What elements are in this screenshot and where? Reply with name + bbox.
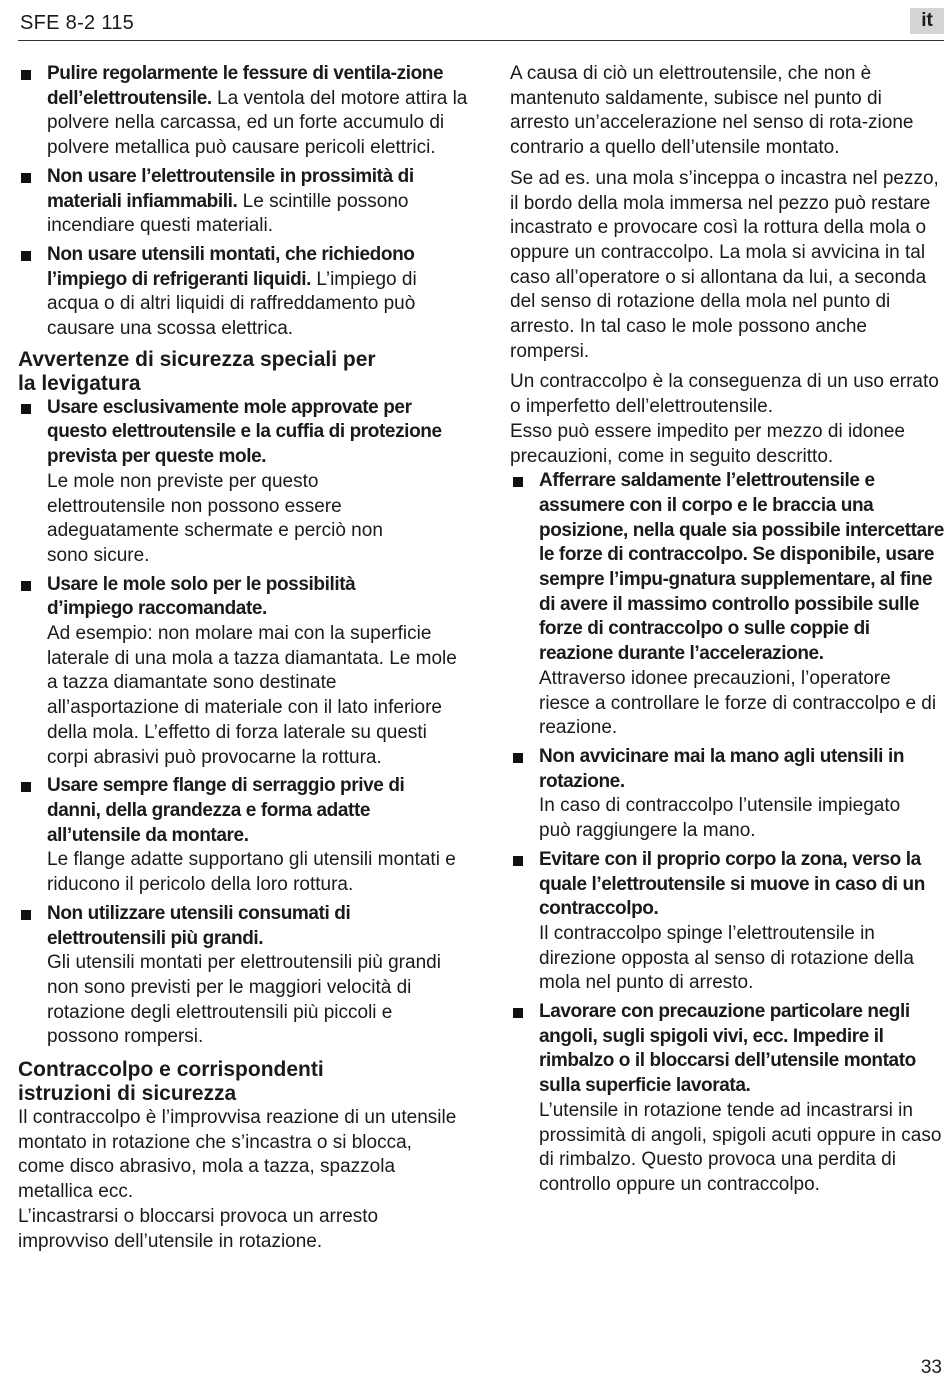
list-item <box>18 62 477 161</box>
square-bullet-icon <box>21 173 31 183</box>
paragraph: Esso può essere impedito per mezzo di idonee precauzioni, come in seguito descritto. <box>510 420 906 467</box>
paragraph: Se ad es. una mola s’inceppa o incastra nel pezzo, il bordo della mola immersa nel pezzo può restare incastrato e provocare così la rottura della mola o oppure un contraccolpo. La mola si avvicina in tal caso all’operatore o si allontana da lui, a seconda del senso di rotazione della mola nel punto di arresto. In tal caso le mole possono anche rompersi. <box>510 167 939 362</box>
item-bold-text: Non usare l’elettroutensile in prossimità di materiali infiammabili. <box>47 165 414 212</box>
list-item <box>510 848 946 996</box>
section-heading: Contraccolpo e corrispondenti istruzioni di sicurezza <box>18 1058 324 1106</box>
paragraph: Il contraccolpo è l’improvvisa reazione di un utensile montato in rotazione che s’incastra o si blocca, come disco abrasivo, mola a tazza, spazzola metallica ecc. <box>18 1107 457 1203</box>
item-text: Le flange adatte supportano gli utensili montati e riducono il pericolo della loro rottura. <box>47 849 456 896</box>
model-name: SFE 8-2 115 <box>20 12 135 34</box>
item-bold-text: Usare esclusivamente mole approvate per questo elettroutensile e la cuffia di protezione prevista per queste mole. <box>47 396 442 468</box>
list-item <box>510 745 946 844</box>
square-bullet-icon <box>21 910 31 920</box>
left-column <box>18 62 468 1254</box>
item-text: Le scintille possono incendiare questi materiali. <box>47 190 409 237</box>
item-bold-text: Pulire regolarmente le fessure di ventila-zione dell’elettroutensile. <box>47 63 444 109</box>
square-bullet-icon <box>21 404 31 414</box>
square-bullet-icon <box>21 251 31 261</box>
square-bullet-icon <box>21 581 31 591</box>
page-number: 33 <box>920 1357 942 1378</box>
item-text: L’impiego di acqua o di altri liquidi di raffreddamento può causare una scossa elettrica. <box>47 268 417 340</box>
square-bullet-icon <box>21 70 31 80</box>
item-text: L’utensile in rotazione tende ad incastrarsi in prossimità di angoli, spigoli acuti oppure in caso di rimbalzo. Questo provoca una perdita di controllo oppure un contraccolpo. <box>539 1099 942 1195</box>
item-text: In caso di contraccolpo l’utensile impiegato può raggiungere la mano. <box>539 795 901 842</box>
item-bold-text: Usare le mole solo per le possibilità d’impiego raccomandate. <box>47 573 356 620</box>
item-text: Le mole non previste per questo elettroutensile non possono essere adeguatamente schermate e perciò non sono sicure. <box>47 470 383 566</box>
item-bold-text: Non utilizzare utensili consumati di elettroutensili più grandi. <box>47 902 351 949</box>
section-heading: Avvertenze di sicurezza speciali per la levigatura <box>18 347 376 395</box>
item-text: Gli utensili montati per elettroutensili più grandi non sono previsti per le maggiori velocità di rotazione degli elettroutensili più piccoli e possono rompersi. <box>47 952 441 1048</box>
item-text: Attraverso idonee precauzioni, l’operatore riesce a controllare le forze di contraccolpo e di reazione. <box>539 667 937 739</box>
item-bold-text: Evitare con il proprio corpo la zona, verso la quale l’elettroutensile si muove in caso di un contraccolpo. <box>539 848 925 920</box>
list-item <box>18 774 458 898</box>
item-text: Il contraccolpo spinge l’elettroutensile in direzione opposta al senso di rotazione della mola nel punto di arresto. <box>539 922 914 994</box>
item-bold-text: Lavorare con precauzione particolare negli angoli, sugli spigoli vivi, ecc. Impedire il rimbalzo o il bloccarsi dell’utensile montato sulla superficie lavorata. <box>539 1001 916 1097</box>
square-bullet-icon <box>513 753 523 763</box>
paragraph: A causa di ciò un elettroutensile, che non è mantenuto saldamente, subisce nel punto di arresto un’accelerazione nel senso di rota-zione contrario a quello dell’utensile montato. <box>510 63 914 159</box>
item-text: Ad esempio: non molare mai con la superficie laterale di una mola a tazza diamantata. Le mole a tazza diamantate sono destinate all’asportazione di materiale con il lato inferiore della mola. L’effetto di forza laterale su questi corpi abrasivi può provocarne la rottura. <box>47 623 457 768</box>
square-bullet-icon <box>513 856 523 866</box>
right-column <box>510 62 946 1198</box>
list-item <box>18 902 458 1050</box>
square-bullet-icon <box>513 1008 523 1018</box>
page-header <box>18 8 944 41</box>
item-bold-text: Non usare utensili montati, che richiedono l’impiego di refrigeranti liquidi. <box>47 243 415 290</box>
paragraph: Un contraccolpo è la conseguenza di un uso errato o imperfetto dell’elettroutensile. <box>510 371 939 418</box>
language-tab: it <box>910 8 944 34</box>
item-bold-text: Usare sempre flange di serraggio prive di danni, della grandezza e forma adatte all’utensile da montare. <box>47 775 405 846</box>
list-item <box>18 396 458 569</box>
item-text: La ventola del motore attira la polvere nella carcassa, ed un forte accumulo di polvere metallica può causare pericoli elettrici. <box>47 87 468 159</box>
list-item <box>18 165 458 239</box>
list-item <box>510 1000 946 1198</box>
item-bold-text: Afferrare saldamente l’elettroutensile e assumere con il corpo e le braccia una posizione, nella quale sia possibile intercettare le forze di contraccolpo. Se disponibile, usare sempre l’impu-gnatura supplementare, al fine di avere il massimo controllo possibile sulle forze di contraccolpo o sulle coppie di reazione durante l’accelerazione. <box>539 470 944 665</box>
list-item <box>510 469 946 741</box>
item-bold-text: Non avvicinare mai la mano agli utensili in rotazione. <box>539 745 905 792</box>
square-bullet-icon <box>513 477 523 487</box>
square-bullet-icon <box>21 782 31 792</box>
list-item <box>18 243 458 342</box>
paragraph: L’incastrarsi o bloccarsi provoca un arresto improvviso dell’utensile in rotazione. <box>18 1205 379 1252</box>
list-item <box>18 573 458 771</box>
